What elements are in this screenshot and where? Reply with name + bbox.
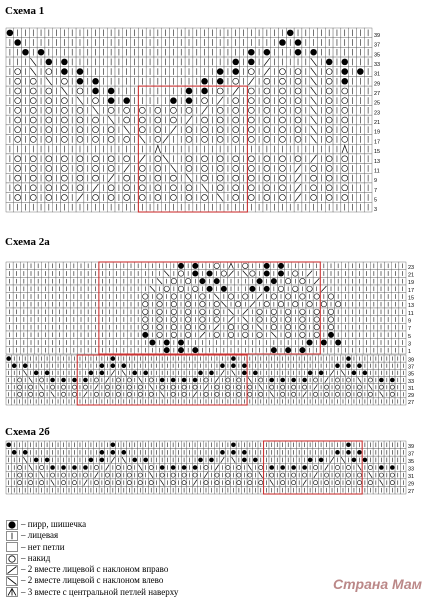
row-number: 31 [408, 474, 415, 481]
bobble-stitch [363, 458, 368, 463]
bobble-stitch [12, 450, 17, 455]
row-number: 27 [374, 90, 381, 97]
row-number: 31 [374, 71, 381, 78]
bobble-stitch [242, 458, 247, 463]
bobble-stitch [242, 450, 247, 455]
row-number: 39 [374, 32, 381, 39]
bobble-stitch [111, 442, 116, 447]
row-number: 21 [408, 272, 415, 279]
bobble-stitch [34, 458, 39, 463]
bobble-stitch [111, 450, 116, 455]
bobble-stitch [220, 450, 225, 455]
row-number: 25 [374, 100, 381, 107]
bobble-stitch [23, 450, 28, 455]
bobble-stitch [308, 458, 313, 463]
bobble-stitch [182, 465, 187, 470]
bobble-stitch [160, 465, 165, 470]
bobble-stitch [122, 450, 127, 455]
row-number: 33 [374, 61, 381, 68]
bobble-stitch [132, 458, 137, 463]
bobble-stitch [6, 442, 11, 447]
row-number: 39 [408, 357, 415, 364]
row-number: 37 [374, 42, 381, 49]
bobble-stitch [291, 465, 296, 470]
bobble-stitch [390, 465, 395, 470]
row-number: 1 [408, 349, 412, 356]
row-number: 3 [408, 341, 412, 348]
bobble-stitch [171, 465, 176, 470]
row-number: 7 [408, 326, 412, 333]
row-number: 33 [408, 466, 415, 473]
row-number: 5 [408, 333, 412, 340]
bobble-stitch [302, 465, 307, 470]
row-number: 37 [408, 364, 415, 371]
bobble-stitch [198, 458, 203, 463]
bobble-stitch [352, 458, 357, 463]
bobble-stitch [72, 465, 77, 470]
bobble-stitch [357, 450, 362, 455]
row-number: 17 [374, 139, 381, 146]
bobble-stitch [269, 465, 274, 470]
row-number: 27 [408, 400, 415, 407]
row-number: 9 [374, 178, 378, 185]
bobble-stitch [253, 458, 258, 463]
bobble-stitch [319, 458, 324, 463]
scheme-2b-title: Схема 2б [5, 426, 50, 438]
row-number: 23 [374, 110, 381, 117]
row-number: 35 [374, 52, 381, 59]
row-number: 7 [374, 187, 378, 194]
row-number: 11 [408, 310, 414, 317]
row-number: 19 [374, 129, 381, 136]
row-number: 13 [374, 158, 381, 165]
row-number: 17 [408, 287, 415, 294]
bobble-stitch [379, 465, 384, 470]
bobble-stitch [143, 458, 148, 463]
bobble-stitch [50, 465, 55, 470]
bobble-stitch [231, 442, 236, 447]
bobble-stitch [209, 458, 214, 463]
row-number: 35 [408, 458, 415, 465]
row-number: 15 [408, 295, 415, 302]
row-number: 9 [408, 318, 412, 325]
row-number: 11 [374, 168, 380, 175]
row-number: 29 [408, 393, 415, 400]
row-number: 3 [374, 207, 378, 214]
row-number: 19 [408, 280, 415, 287]
row-number: 23 [408, 264, 415, 271]
row-number: 13 [408, 303, 415, 310]
bobble-stitch [193, 465, 198, 470]
bobble-stitch [100, 458, 105, 463]
scheme-1-title: Схема 1 [5, 5, 45, 17]
row-number: 39 [408, 443, 415, 450]
row-number: 35 [408, 371, 415, 378]
row-number: 37 [408, 451, 415, 458]
bobble-stitch [231, 450, 236, 455]
row-number: 15 [374, 149, 381, 156]
bobble-stitch [89, 458, 94, 463]
row-number: 31 [408, 385, 415, 392]
bobble-stitch [335, 450, 340, 455]
bobble-stitch [280, 465, 285, 470]
bobble-stitch [83, 465, 88, 470]
row-number: 21 [374, 120, 381, 127]
row-number: 33 [408, 378, 415, 385]
row-number: 5 [374, 197, 378, 204]
bobble-stitch [346, 450, 351, 455]
scheme-2a-title: Схема 2а [5, 236, 50, 248]
bobble-stitch [100, 450, 105, 455]
row-number: 29 [374, 81, 381, 88]
bobble-stitch [346, 442, 351, 447]
bobble-stitch [61, 465, 66, 470]
bobble-stitch [45, 458, 50, 463]
